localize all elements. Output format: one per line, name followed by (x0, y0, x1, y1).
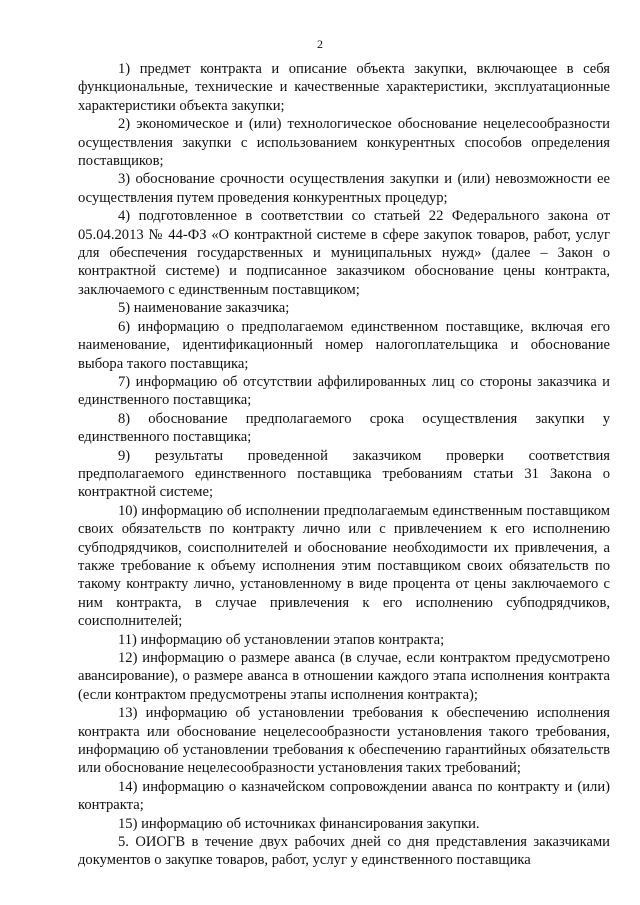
paragraph-item-11: 11) информацию об установлении этапов контракта; (118, 631, 445, 648)
paragraph-item-1: 1) предмет контракта и описание объекта закупки, включающее в себя функциональные, технические и качественные характеристики, эксплуатационные характеристики объекта закупки; (78, 61, 610, 114)
paragraph-item-9: 9) результаты проведенной заказчиком проверки соответствия предполагаемого единственного поставщика требованиям статьи 31 Закона о контрактной системе; (78, 447, 610, 501)
paragraph-item-13: 13) информацию об установлении требования к обеспечению исполнения контракта или обоснование нецелесообразности установления такого требования, информацию об установлении требования к обеспечению гарантийных обязательств или обоснование нецелесообразности установления таких требований; (78, 705, 610, 777)
paragraph-item-5: 5) наименование заказчика; (118, 300, 290, 317)
paragraph-section-5: 5. ОИОГВ в течение двух рабочих дней со дня представления заказчиками документов о закупке товаров, работ, услуг у единственного поставщика (78, 834, 610, 869)
paragraph-item-15: 15) информацию об источниках финансирования закупки. (118, 815, 480, 832)
paragraph-item-7: 7) информацию об отсутствии аффилированных лиц со стороны заказчика и единственного поставщика; (78, 373, 610, 409)
paragraph-item-3: 3) обоснование срочности осуществления закупки и (или) невозможности ее осуществления путем проведения конкурентных процедур; (78, 171, 610, 206)
paragraph-item-8: 8) обоснование предполагаемого срока осуществления закупки у единственного поставщика; (78, 410, 610, 446)
paragraph-item-2: 2) экономическое и (или) технологическое обоснование нецелесообразности осуществления закупки с использованием конкурентных способов определения поставщиков; (78, 116, 610, 170)
paragraph-item-4: 4) подготовленное в соответствии со статьей 22 Федерального закона от 05.04.2013 № 44-ФЗ «О контрактной системе в сфере закупок товаров, работ, услуг для обеспечения государственных и муниципальных нужд» (далее – Закон о контрактной системе) и подписанное заказчиком обоснование цены контракта, заключаемого с единственным поставщиком; (78, 208, 610, 298)
paragraph-item-14: 14) информацию о казначейском сопровождении аванса по контракту и (или) контракта; (78, 778, 610, 814)
document-body (78, 60, 610, 870)
paragraph-item-12: 12) информацию о размере аванса (в случае, если контрактом предусмотрено авансирование), о размере аванса в отношении каждого этапа исполнения контракта (если контрактом предусмотрены этапы исполнения контракта); (78, 650, 610, 703)
page-number: 2 (317, 37, 323, 51)
paragraph-item-10: 10) информацию об исполнении предполагаемым единственным поставщиком своих обязательств по контракту лично или с привлечением к его исполнению субподрядчиков, соисполнителей и обоснование необходимости их привлечения, а также требование к объему исполнения этим поставщиком своих обязательств по такому контракту лично, установленному в виде процента от цены заключаемого с ним контракта, в случае привлечения к его исполнению субподрядчиков, соисполнителей; (78, 502, 610, 630)
paragraph-item-6: 6) информацию о предполагаемом единственном поставщике, включая его наименование, идентификационный номер налогоплательщика и обоснование выбора такого поставщика; (78, 318, 610, 372)
